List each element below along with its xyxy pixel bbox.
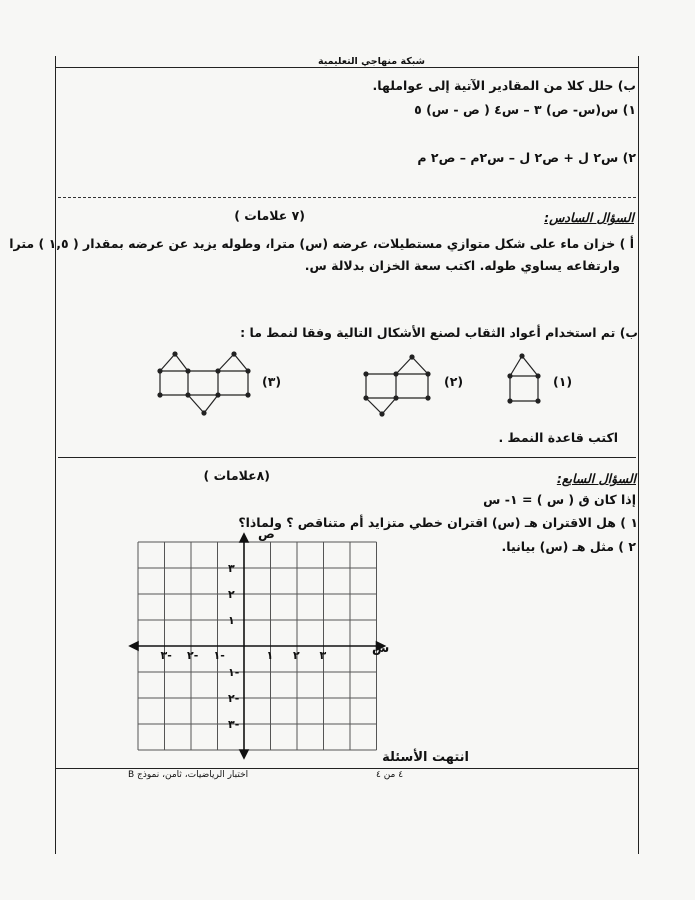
section-divider-2 [58,457,636,458]
y-tick-label: ٢- [228,692,240,705]
matchstick-shape-3 [156,347,256,422]
shape-label-1: (١) [553,374,573,389]
header-rule [55,67,639,68]
y-tick-label: ٣ [228,562,235,575]
q6a-line2: وارتفاعه يساوي طوله. اكتب سعة الخزان بدلالة س. [304,258,620,273]
x-tick-label: ٢ [293,649,300,662]
footer-exam: اختبار الرياضيات، ثامن، نموذج B [128,770,249,780]
y-tick-label: ١- [228,666,240,679]
x-tick-label: ٣ [319,649,327,662]
q6a-line1: أ ) خزان ماء على شكل متوازي مستطيلات، عرضه (س) مترا، وطوله يزيد عن عرضه بمقدار ( ١,٥ ) مترا [9,236,634,251]
header-site-name: شبكة منهاجي التعليمية [317,56,425,67]
y-axis-label: ص [258,526,275,541]
q5b-heading: ب) حلل كلا من المقادير الآتية إلى عواملها. [372,78,636,93]
q7-marks: (٨علامات ) [203,468,270,483]
q6-title: السؤال السادس: [544,210,634,225]
section-divider [58,197,636,198]
footer-rule [55,768,639,769]
end-text: انتهت الأسئلة [382,750,469,765]
footer-page: ٤ من ٤ [376,770,404,780]
q5b-item2: ٢) س٢ ل + ص٢ ل – س٢م – ص٢ م [417,150,636,165]
matchstick-shape-2 [362,350,442,420]
x-tick-label: ٣- [160,649,172,662]
q7-given: إذا كان ق ( س ) = ١- س [483,492,636,507]
y-tick-label: ٢ [228,588,235,601]
y-tick-label: ١ [228,614,235,627]
q5b-item1: ١) س(س- ص) ٣ – س٤ ( ص - س) ٥ [414,102,636,117]
q6b-task: اكتب قاعدة النمط . [498,430,618,445]
y-tick-label: ٣- [228,718,240,731]
matchstick-shape-1 [500,350,560,410]
coordinate-grid [136,538,376,753]
x-tick-label: ١ [266,649,274,662]
q7-item2: ٢ ) مثل هـ (س) بيانيا. [501,539,636,554]
q6b-line: ب) تم استخدام أعواد الثقاب لصنع الأشكال التالية وفقا لنمط ما : [240,325,638,340]
q6-marks: (٧ علامات ) [234,208,305,223]
q7-title: السؤال السابع: [556,471,636,486]
shape-label-3: (٣) [262,374,282,389]
x-axis-label: س [372,640,390,655]
q7-item1: ١ ) هل الاقتران هـ (س) اقتران خطي متزايد أم متناقص ؟ ولماذا؟ [238,515,638,530]
x-tick-label: ١- [213,649,225,662]
shape-label-2: (٢) [444,374,464,389]
x-tick-label: ٢- [187,649,199,662]
